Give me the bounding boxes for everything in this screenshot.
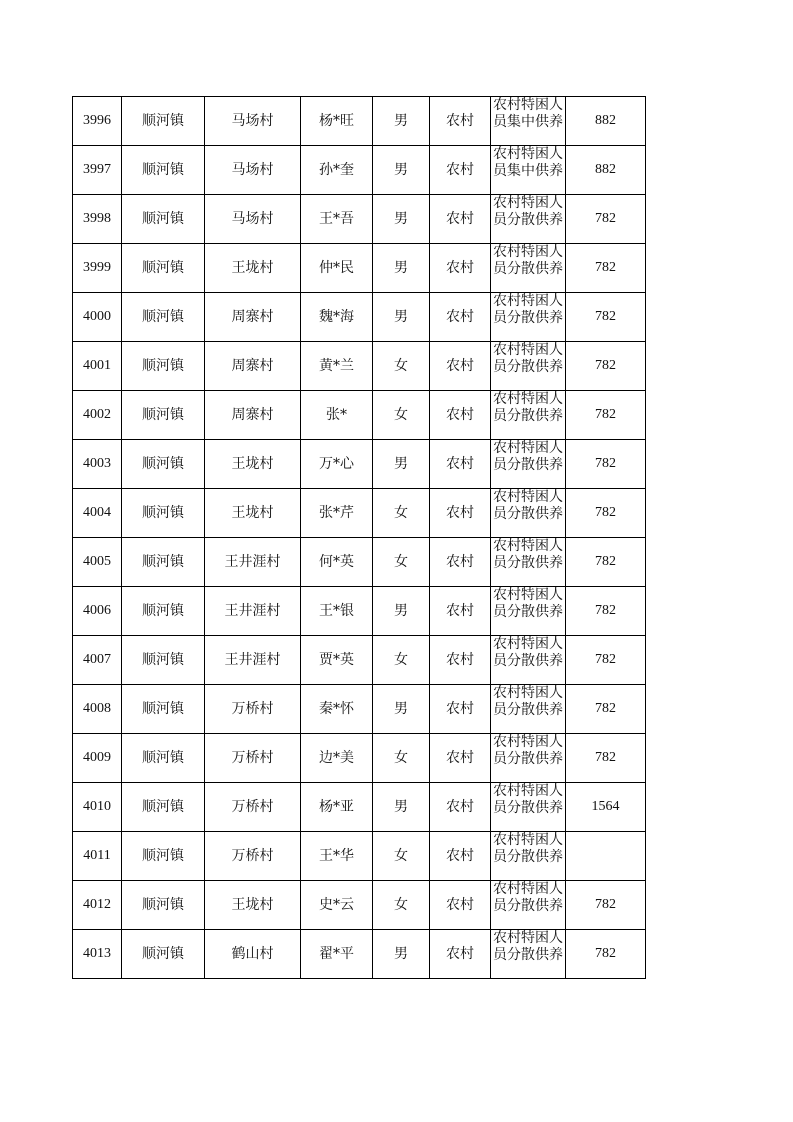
gender-cell: 男 <box>373 930 430 979</box>
town-cell: 顺河镇 <box>122 636 205 685</box>
support-category-cell <box>491 832 566 881</box>
area-type-cell: 农村 <box>430 195 491 244</box>
gender-cell: 女 <box>373 734 430 783</box>
serial-number-cell: 4000 <box>73 293 122 342</box>
gender-cell: 男 <box>373 587 430 636</box>
table-row <box>73 734 646 783</box>
support-category-text: 农村特困人员分散供养 <box>493 489 563 522</box>
support-category-text: 农村特困人员分散供养 <box>493 685 563 718</box>
village-cell: 周寨村 <box>205 293 301 342</box>
amount-cell: 782 <box>566 636 646 685</box>
serial-number-cell: 4005 <box>73 538 122 587</box>
serial-number-cell: 4003 <box>73 440 122 489</box>
serial-number-cell: 4012 <box>73 881 122 930</box>
amount-cell: 782 <box>566 391 646 440</box>
town-cell: 顺河镇 <box>122 293 205 342</box>
amount-cell: 782 <box>566 489 646 538</box>
support-category-text: 农村特困人员分散供养 <box>493 195 563 228</box>
table-row <box>73 783 646 832</box>
name-cell: 张*芹 <box>301 489 373 538</box>
town-cell: 顺河镇 <box>122 97 205 146</box>
support-category-text: 农村特困人员分散供养 <box>493 342 563 375</box>
serial-number-cell: 3996 <box>73 97 122 146</box>
amount-cell: 782 <box>566 685 646 734</box>
area-type-cell: 农村 <box>430 391 491 440</box>
area-type-cell: 农村 <box>430 244 491 293</box>
gender-cell: 女 <box>373 881 430 930</box>
support-category-text: 农村特困人员分散供养 <box>493 636 563 669</box>
support-category-cell <box>491 930 566 979</box>
amount-cell: 782 <box>566 881 646 930</box>
village-cell: 马场村 <box>205 146 301 195</box>
table-row <box>73 391 646 440</box>
town-cell: 顺河镇 <box>122 538 205 587</box>
serial-number-cell: 3998 <box>73 195 122 244</box>
gender-cell: 女 <box>373 832 430 881</box>
table-row <box>73 587 646 636</box>
support-category-cell <box>491 293 566 342</box>
gender-cell: 男 <box>373 440 430 489</box>
serial-number-cell: 4011 <box>73 832 122 881</box>
support-category-text: 农村特困人员分散供养 <box>493 783 563 816</box>
area-type-cell: 农村 <box>430 685 491 734</box>
name-cell: 王*华 <box>301 832 373 881</box>
table-row <box>73 832 646 881</box>
name-cell: 王*银 <box>301 587 373 636</box>
gender-cell: 女 <box>373 636 430 685</box>
amount-cell: 782 <box>566 342 646 391</box>
roster-table <box>72 96 646 979</box>
gender-cell: 男 <box>373 244 430 293</box>
area-type-cell: 农村 <box>430 293 491 342</box>
support-category-text: 农村特困人员分散供养 <box>493 587 563 620</box>
support-category-cell <box>491 881 566 930</box>
amount-cell: 782 <box>566 587 646 636</box>
name-cell: 秦*怀 <box>301 685 373 734</box>
amount-cell: 882 <box>566 97 646 146</box>
support-category-text: 农村特困人员分散供养 <box>493 244 563 277</box>
serial-number-cell: 4009 <box>73 734 122 783</box>
town-cell: 顺河镇 <box>122 342 205 391</box>
support-category-cell <box>491 440 566 489</box>
table-row <box>73 195 646 244</box>
serial-number-cell: 4010 <box>73 783 122 832</box>
support-category-text: 农村特困人员集中供养 <box>493 146 563 179</box>
name-cell: 张* <box>301 391 373 440</box>
serial-number-cell: 4013 <box>73 930 122 979</box>
village-cell: 马场村 <box>205 97 301 146</box>
area-type-cell: 农村 <box>430 734 491 783</box>
gender-cell: 男 <box>373 97 430 146</box>
amount-cell: 782 <box>566 930 646 979</box>
village-cell: 周寨村 <box>205 391 301 440</box>
amount-cell: 782 <box>566 293 646 342</box>
town-cell: 顺河镇 <box>122 881 205 930</box>
table-row <box>73 538 646 587</box>
village-cell: 万桥村 <box>205 832 301 881</box>
village-cell: 王垅村 <box>205 881 301 930</box>
support-category-text: 农村特困人员分散供养 <box>493 734 563 767</box>
serial-number-cell: 3997 <box>73 146 122 195</box>
village-cell: 王垅村 <box>205 440 301 489</box>
serial-number-cell: 4007 <box>73 636 122 685</box>
support-category-cell <box>491 587 566 636</box>
area-type-cell: 农村 <box>430 538 491 587</box>
town-cell: 顺河镇 <box>122 244 205 293</box>
town-cell: 顺河镇 <box>122 685 205 734</box>
table-row <box>73 244 646 293</box>
area-type-cell: 农村 <box>430 587 491 636</box>
area-type-cell: 农村 <box>430 489 491 538</box>
name-cell: 黄*兰 <box>301 342 373 391</box>
roster-table-body <box>73 97 646 979</box>
support-category-cell <box>491 195 566 244</box>
gender-cell: 男 <box>373 685 430 734</box>
name-cell: 魏*海 <box>301 293 373 342</box>
support-category-text: 农村特困人员分散供养 <box>493 293 563 326</box>
amount-cell: 882 <box>566 146 646 195</box>
support-category-text: 农村特困人员分散供养 <box>493 832 563 865</box>
name-cell: 孙*奎 <box>301 146 373 195</box>
town-cell: 顺河镇 <box>122 930 205 979</box>
support-category-cell <box>491 636 566 685</box>
name-cell: 史*云 <box>301 881 373 930</box>
serial-number-cell: 4001 <box>73 342 122 391</box>
support-category-cell <box>491 391 566 440</box>
town-cell: 顺河镇 <box>122 587 205 636</box>
gender-cell: 男 <box>373 783 430 832</box>
town-cell: 顺河镇 <box>122 440 205 489</box>
amount-cell: 782 <box>566 244 646 293</box>
gender-cell: 男 <box>373 195 430 244</box>
name-cell: 杨*旺 <box>301 97 373 146</box>
name-cell: 边*美 <box>301 734 373 783</box>
table-row <box>73 685 646 734</box>
support-category-text: 农村特困人员分散供养 <box>493 881 563 914</box>
area-type-cell: 农村 <box>430 930 491 979</box>
area-type-cell: 农村 <box>430 146 491 195</box>
village-cell: 王垅村 <box>205 244 301 293</box>
support-category-cell <box>491 685 566 734</box>
village-cell: 鹤山村 <box>205 930 301 979</box>
village-cell: 王井涯村 <box>205 587 301 636</box>
support-category-cell <box>491 97 566 146</box>
support-category-cell <box>491 538 566 587</box>
table-row <box>73 489 646 538</box>
serial-number-cell: 4002 <box>73 391 122 440</box>
amount-cell: 782 <box>566 538 646 587</box>
town-cell: 顺河镇 <box>122 783 205 832</box>
village-cell: 万桥村 <box>205 734 301 783</box>
amount-cell: 782 <box>566 734 646 783</box>
town-cell: 顺河镇 <box>122 146 205 195</box>
serial-number-cell: 3999 <box>73 244 122 293</box>
serial-number-cell: 4004 <box>73 489 122 538</box>
town-cell: 顺河镇 <box>122 195 205 244</box>
town-cell: 顺河镇 <box>122 391 205 440</box>
table-row <box>73 636 646 685</box>
area-type-cell: 农村 <box>430 342 491 391</box>
area-type-cell: 农村 <box>430 97 491 146</box>
area-type-cell: 农村 <box>430 440 491 489</box>
name-cell: 万*心 <box>301 440 373 489</box>
support-category-cell <box>491 734 566 783</box>
town-cell: 顺河镇 <box>122 832 205 881</box>
gender-cell: 女 <box>373 391 430 440</box>
village-cell: 万桥村 <box>205 685 301 734</box>
table-row <box>73 930 646 979</box>
table-row <box>73 440 646 489</box>
name-cell: 仲*民 <box>301 244 373 293</box>
name-cell: 杨*亚 <box>301 783 373 832</box>
support-category-text: 农村特困人员分散供养 <box>493 930 563 963</box>
serial-number-cell: 4006 <box>73 587 122 636</box>
amount-cell <box>566 832 646 881</box>
amount-cell: 782 <box>566 195 646 244</box>
amount-cell: 1564 <box>566 783 646 832</box>
support-category-cell <box>491 244 566 293</box>
support-category-cell <box>491 146 566 195</box>
village-cell: 王井涯村 <box>205 636 301 685</box>
village-cell: 周寨村 <box>205 342 301 391</box>
support-category-cell <box>491 783 566 832</box>
area-type-cell: 农村 <box>430 783 491 832</box>
support-category-cell <box>491 342 566 391</box>
table-row <box>73 146 646 195</box>
village-cell: 马场村 <box>205 195 301 244</box>
table-row <box>73 97 646 146</box>
village-cell: 王垅村 <box>205 489 301 538</box>
town-cell: 顺河镇 <box>122 734 205 783</box>
gender-cell: 女 <box>373 342 430 391</box>
village-cell: 王井涯村 <box>205 538 301 587</box>
amount-cell: 782 <box>566 440 646 489</box>
table-row <box>73 342 646 391</box>
area-type-cell: 农村 <box>430 636 491 685</box>
gender-cell: 女 <box>373 489 430 538</box>
table-row <box>73 881 646 930</box>
area-type-cell: 农村 <box>430 881 491 930</box>
support-category-text: 农村特困人员集中供养 <box>493 97 563 130</box>
gender-cell: 女 <box>373 538 430 587</box>
support-category-text: 农村特困人员分散供养 <box>493 391 563 424</box>
name-cell: 何*英 <box>301 538 373 587</box>
support-category-text: 农村特困人员分散供养 <box>493 440 563 473</box>
gender-cell: 男 <box>373 293 430 342</box>
serial-number-cell: 4008 <box>73 685 122 734</box>
gender-cell: 男 <box>373 146 430 195</box>
area-type-cell: 农村 <box>430 832 491 881</box>
town-cell: 顺河镇 <box>122 489 205 538</box>
name-cell: 贾*英 <box>301 636 373 685</box>
name-cell: 翟*平 <box>301 930 373 979</box>
village-cell: 万桥村 <box>205 783 301 832</box>
name-cell: 王*吾 <box>301 195 373 244</box>
support-category-text: 农村特困人员分散供养 <box>493 538 563 571</box>
table-row <box>73 293 646 342</box>
support-category-cell <box>491 489 566 538</box>
